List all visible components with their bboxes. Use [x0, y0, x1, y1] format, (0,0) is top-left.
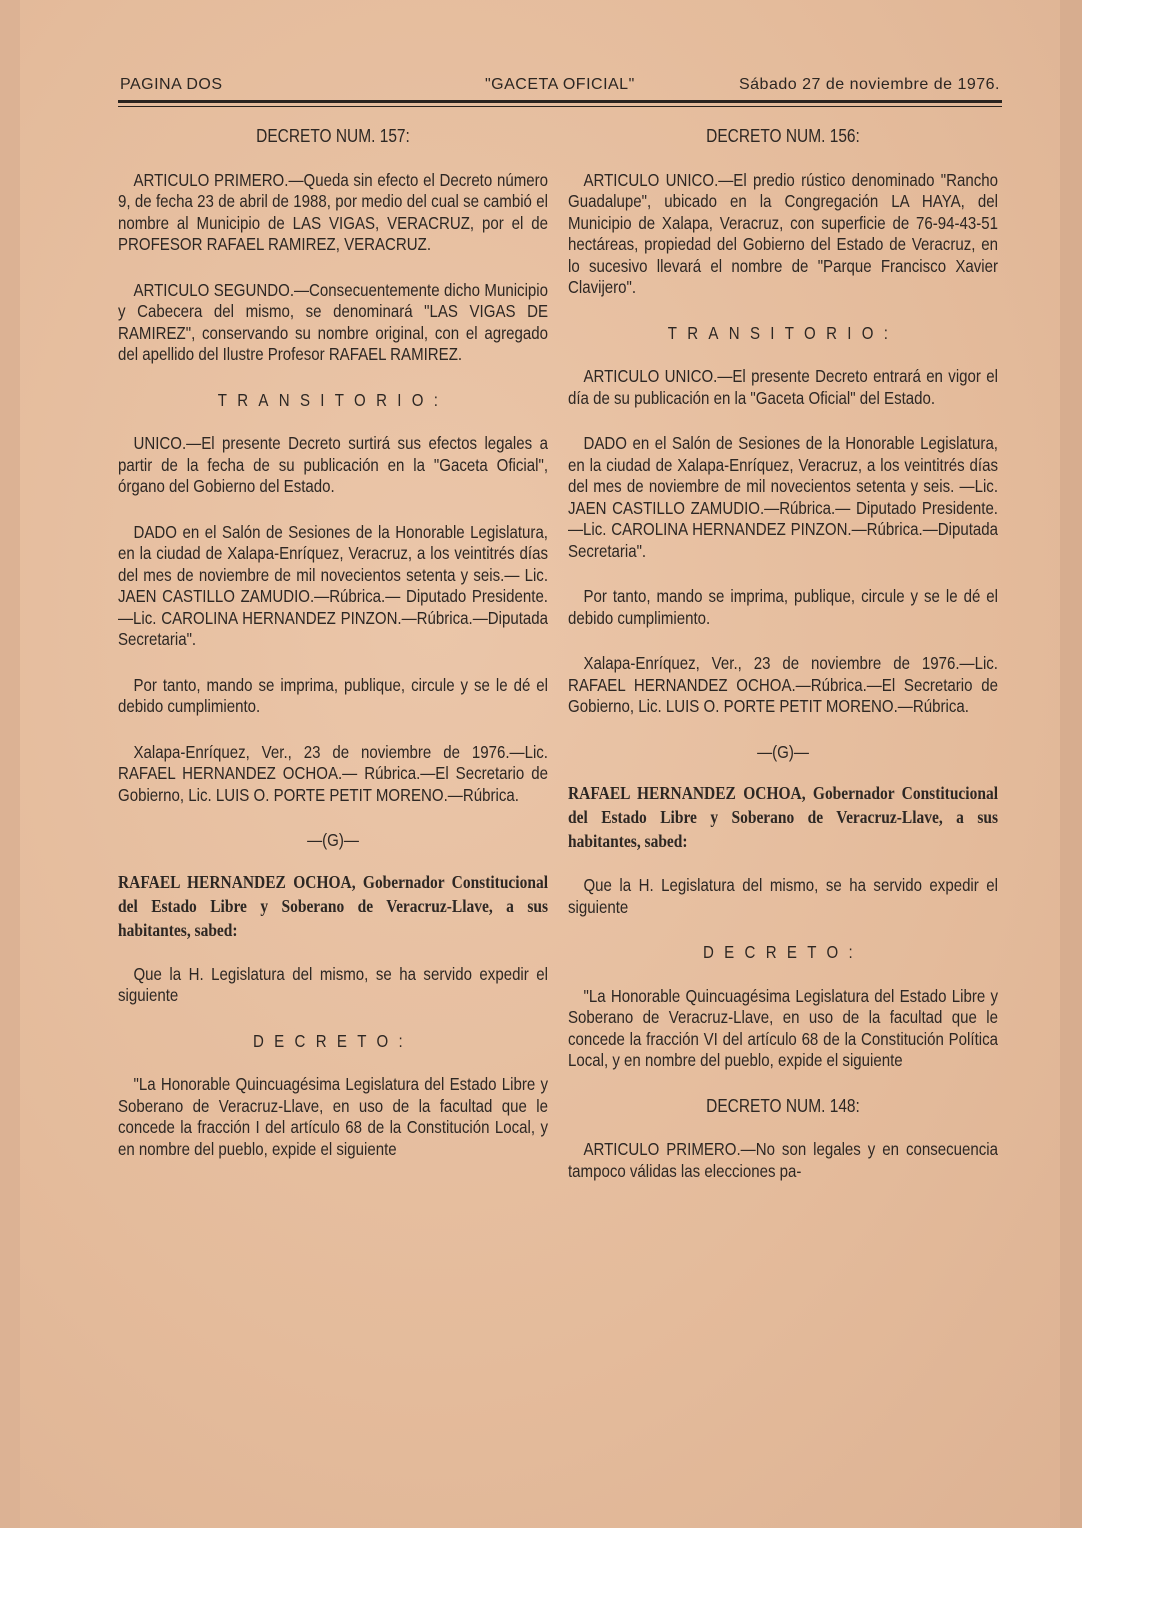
governor-proclamation: RAFAEL HERNANDEZ OCHOA, Gobernador Constitucional del Estado Libre y Soberano de Veracruz-Llave, a sus habitantes, sabed:: [568, 783, 998, 851]
article-paragraph: ARTICULO UNICO.—El predio rústico denominado "Rancho Guadalupe", ubicado en la Congregación LA HAYA, del Municipio de Xalapa, Veracruz, con superficie de 76-94-43-51 hectáreas, propiedad del Gobierno del Estado de Veracruz, en lo sucesivo llevará el nombre de "Parque Francisco Xavier Clavijero".: [568, 169, 998, 297]
decree-preamble: "La Honorable Quincuagésima Legislatura del Estado Libre y Soberano de Veracruz-Llave, en uso de la facultad que le concede la fracción VI del artículo 68 de la Constitución Política Local, y en nombre del pueblo, expide el siguiente: [568, 985, 998, 1070]
signature-paragraph: Xalapa-Enríquez, Ver., 23 de noviembre de 1976.—Lic. RAFAEL HERNANDEZ OCHOA.—Rúbrica.—El Secretario de Gobierno, Lic. LUIS O. PORTE PETIT MORENO.—Rúbrica.: [568, 653, 998, 716]
page-number: PAGINA DOS: [120, 76, 223, 93]
header-rule: [118, 100, 1002, 103]
signature-paragraph: Xalapa-Enríquez, Ver., 23 de noviembre de 1976.—Lic. RAFAEL HERNANDEZ OCHOA.— Rúbrica.—El Secretario de Gobierno, Lic. LUIS O. PORTE PETIT MORENO.—Rúbrica.: [118, 741, 549, 805]
separator-mark: —(G)—: [307, 830, 359, 850]
governor-proclamation: RAFAEL HERNANDEZ OCHOA, Gobernador Constitucional del Estado Libre y Soberano de Veracruz-Llave, a sus habitantes, sabed:: [118, 871, 548, 940]
section-heading: TRANSITORIO:: [217, 389, 449, 410]
given-paragraph: DADO en el Salón de Sesiones de la Honorable Legislatura, en la ciudad de Xalapa-Enríquez, Veracruz, a los veintitrés días del mes de noviembre de mil novecientos setenta y seis. —Lic. JAEN CASTILLO ZAMUDIO.—Rúbrica.— Diputado Presidente.—Lic. CAROLINA HERNANDEZ PINZON.—Rúbrica.—Diputada Secretaria".: [568, 433, 998, 561]
section-heading: DECRETO:: [702, 942, 864, 962]
decree-preamble: "La Honorable Quincuagésima Legislatura del Estado Libre y Soberano de Veracruz-Llave, en uso de la facultad que le concede la fracción I del artículo 68 de la Constitución Local, y en nombre del pueblo, expide el siguiente: [118, 1074, 549, 1159]
legislature-paragraph: Que la H. Legislatura del mismo, se ha servido expedir el siguiente: [568, 875, 998, 917]
article-paragraph: ARTICULO PRIMERO.—Queda sin efecto el Decreto número 9, de fecha 23 de abril de 1988, por medio del cual se cambió el nombre al Municipio de LAS VIGAS, VERACRUZ, por el de PROFESOR RAFAEL RAMIREZ, VERACRUZ.: [118, 169, 549, 254]
page-left-edge: [0, 0, 20, 1528]
header-rule-thin: [118, 106, 1002, 107]
article-paragraph: ARTICULO PRIMERO.—No son legales y en consecuencia tampoco válidas las elecciones pa-: [568, 1139, 998, 1181]
publication-title: "GACETA OFICIAL": [485, 76, 635, 93]
publication-date: Sábado 27 de noviembre de 1976.: [738, 76, 1000, 93]
decree-title: DECRETO NUM. 148:: [706, 1095, 860, 1116]
article-paragraph: ARTICULO SEGUNDO.—Consecuentemente dicho Municipio y Cabecera del mismo, se denominará "LAS VIGAS DE RAMIREZ", conservando su nombre original, con el agregado del apellido del Ilustre Profesor RAFAEL RAMIREZ.: [118, 279, 549, 364]
given-paragraph: DADO en el Salón de Sesiones de la Honorable Legislatura, en la ciudad de Xalapa-Enríquez, Veracruz, a los veintitrés días del mes de noviembre de mil novecientos setenta y seis.— Lic. JAEN CASTILLO ZAMUDIO.—Rúbrica.— Diputado Presidente.—Lic. CAROLINA HERNANDEZ PINZON.—Rúbrica.—Diputada Secretaria".: [118, 521, 549, 649]
page-right-edge: [1060, 0, 1082, 1528]
legislature-paragraph: Que la H. Legislatura del mismo, se ha servido expedir el siguiente: [118, 963, 549, 1005]
article-paragraph: UNICO.—El presente Decreto surtirá sus efectos legales a partir de la fecha de su publicación en la "Gaceta Oficial", órgano del Gobierno del Estado.: [118, 433, 549, 496]
order-paragraph: Por tanto, mando se imprima, publique, circule y se le dé el debido cumplimiento.: [118, 674, 549, 716]
section-heading: TRANSITORIO:: [667, 322, 899, 343]
decree-title: DECRETO NUM. 156:: [706, 126, 860, 146]
left-column: [118, 118, 548, 1184]
section-heading: DECRETO:: [252, 1030, 414, 1051]
page-header: [120, 76, 1000, 100]
separator-mark: —(G)—: [757, 741, 809, 762]
right-column: [568, 118, 998, 1206]
article-paragraph: ARTICULO UNICO.—El presente Decreto entrará en vigor el día de su publicación en la "Gaceta Oficial" del Estado.: [568, 366, 998, 408]
order-paragraph: Por tanto, mando se imprima, publique, circule y se le dé el debido cumplimiento.: [568, 586, 998, 628]
decree-title: DECRETO NUM. 157:: [256, 126, 410, 146]
